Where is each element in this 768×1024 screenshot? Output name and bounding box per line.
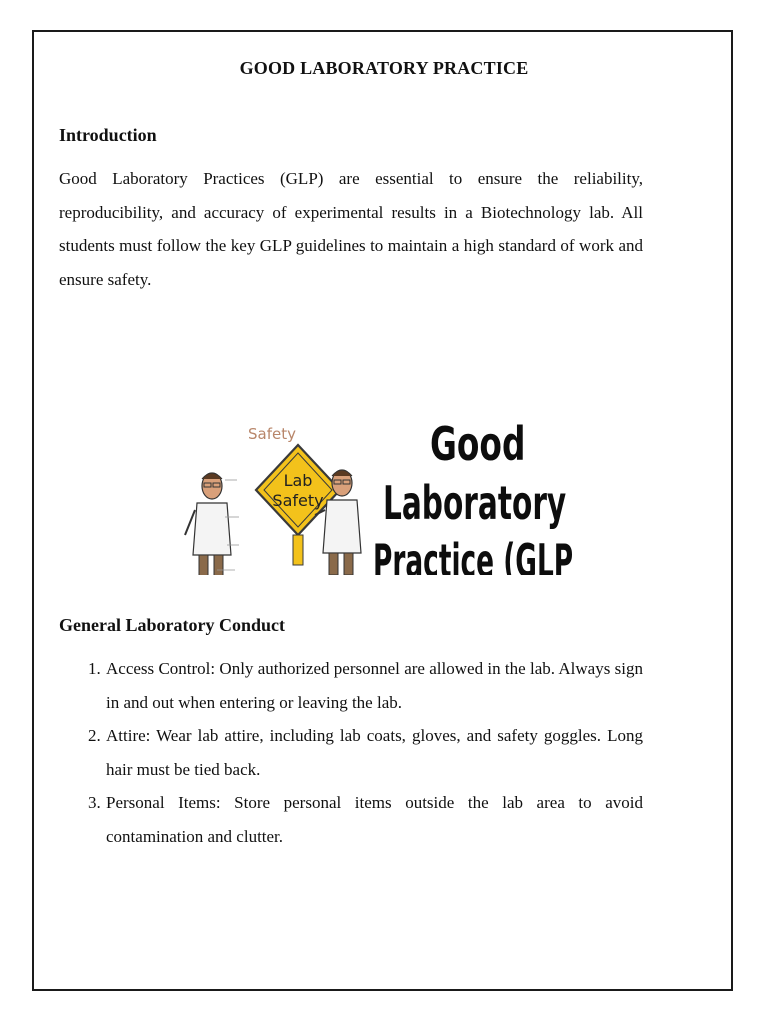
general-conduct-list (59, 652, 643, 853)
sign-text-lab: Lab (283, 471, 313, 490)
list-item (59, 652, 643, 719)
general-conduct-heading: General Laboratory Conduct (59, 615, 285, 635)
banner-headline (373, 419, 573, 575)
list-item-number: 2 . (59, 719, 106, 786)
banner-headline-practice: Practice (GLP (373, 534, 574, 575)
glp-banner-image (155, 385, 575, 575)
sign-text-safety: Safety (272, 491, 324, 510)
list-item-text: Attire: Wear lab attire, including lab coats, gloves, and safety goggles. Long hair must be tied back. (106, 726, 643, 779)
list-item-number: 3 . (59, 786, 106, 853)
list-item (59, 719, 643, 786)
left-scientist-illustration (185, 473, 239, 575)
list-item-text: Personal Items: Store personal items outside the lab area to avoid contamination and clutter. (106, 793, 643, 846)
banner-headline-laboratory: Laboratory (383, 477, 567, 531)
banner-headline-good: Good (430, 418, 526, 472)
list-item (59, 786, 643, 853)
list-item-text: Access Control: Only authorized personnel are allowed in the lab. Always sign in and out when entering or leaving the lab. (106, 659, 643, 712)
list-item-number: 1 . (59, 652, 106, 719)
introduction-paragraph: Good Laboratory Practices (GLP) are essential to ensure the reliability, reproducibility, and accuracy of experimental results in a Biotechnology lab. All students must follow the key GLP guidelines to maintain a high standard of work and ensure safety. (59, 169, 643, 289)
banner-safety-label: Safety (248, 425, 296, 443)
introduction-heading: Introduction (59, 125, 157, 145)
document-title: GOOD LABORATORY PRACTICE (239, 58, 529, 78)
